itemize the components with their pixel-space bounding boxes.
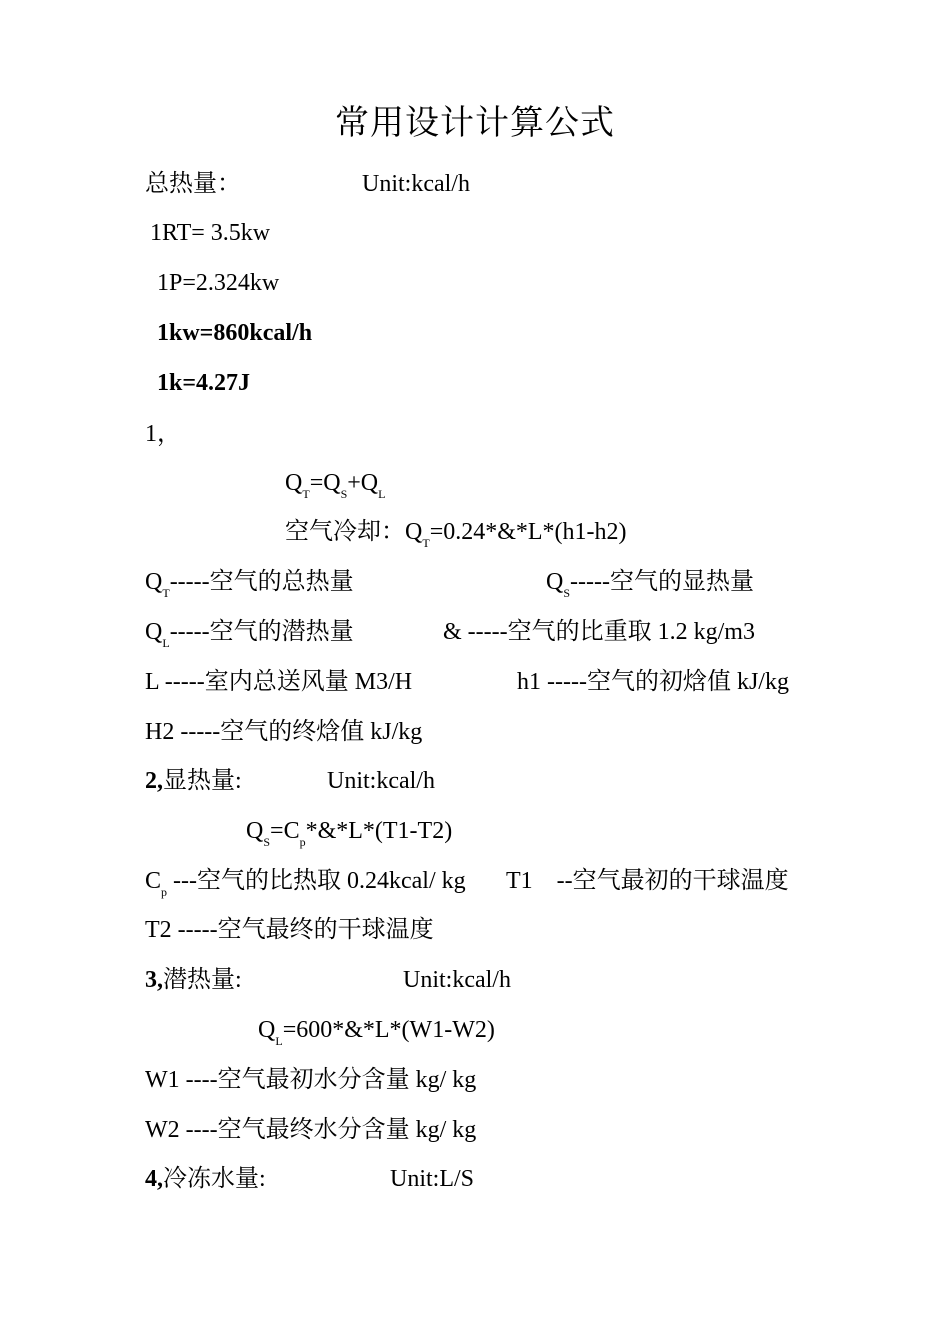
definition-h1: h1 -----空气的初焓值 kJ/kg [517,669,789,695]
def-text: -----空气的潜热量 [169,619,354,645]
section3-heading [145,966,242,994]
def-subscript: S [563,586,571,600]
formula-sensible-heat [246,817,452,848]
conversion-kw: 1kw=860kcal/h [157,320,313,346]
formula-symbol: Q [246,818,264,844]
formula-qt-total [285,469,385,500]
section-title: 显热量: [163,768,242,794]
definition-t2: T2 -----空气最终的干球温度 [145,917,434,943]
formula-subscript: T [422,536,430,550]
section-number: 4, [145,1166,163,1192]
formula-subscript: S [340,487,348,501]
formula-expression: =0.24*&*L*(h1-h2) [429,519,627,545]
page-title: 常用设计计算公式 [335,105,615,142]
formula-symbol: Q [258,1017,276,1043]
def-symbol: Q [145,569,163,595]
section2-unit: Unit:kcal/h [327,768,435,794]
definition-qs [546,568,754,599]
formula-air-cooling [285,518,627,549]
definition-qt [145,568,354,599]
definition-t1: T1 --空气最初的干球温度 [506,868,789,894]
total-heat-unit: Unit:kcal/h [362,171,470,197]
definition-density: & -----空气的比重取 1.2 kg/m3 [443,619,755,645]
formula-latent-heat [258,1016,495,1047]
formula-expression: *&*L*(T1-T2) [305,818,453,844]
section-number: 3, [145,967,163,993]
def-subscript: T [162,586,170,600]
def-subscript: L [162,636,170,650]
section2-heading [145,767,242,795]
def-symbol: Q [145,619,163,645]
total-heat-label: 总热量： [145,171,241,197]
def-symbol: C [145,868,162,894]
formula-symbol: =Q [309,470,341,496]
formula-expression: =600*&*L*(W1-W2) [282,1017,495,1043]
section-title: 冷冻水量: [163,1166,266,1192]
definition-ql [145,618,354,649]
formula-subscript: T [302,487,310,501]
formula-label: 空气冷却：Q [285,519,423,545]
section-number: 2, [145,768,163,794]
def-text: -----空气的显热量 [570,569,754,595]
section3-unit: Unit:kcal/h [403,967,511,993]
formula-subscript: p [299,835,306,849]
formula-subscript: S [263,835,271,849]
definition-h2: H2 -----空气的终焓值 kJ/kg [145,719,423,745]
definition-w2: W2 ----空气最终水分含量 kg/ kg [145,1117,477,1143]
formula-symbol: +Q [347,470,379,496]
definition-w1: W1 ----空气最初水分含量 kg/ kg [145,1067,477,1093]
section1-number: 1， [145,421,181,447]
def-symbol: Q [546,569,564,595]
definition-cp [145,867,466,898]
formula-subscript: L [275,1034,283,1048]
conversion-p: 1P=2.324kw [157,270,280,296]
formula-symbol: =C [270,818,300,844]
formula-symbol: Q [285,470,303,496]
definition-airflow: L -----室内总送风量 M3/H [145,669,413,695]
section4-unit: Unit:L/S [390,1166,475,1192]
conversion-rt: 1RT= 3.5kw [150,220,271,246]
def-subscript: p [161,885,168,899]
section-title: 潜热量: [163,967,242,993]
section4-heading [145,1165,266,1193]
def-text: ---空气的比热取 0.24kcal/ kg [167,868,466,894]
conversion-k: 1k=4.27J [157,370,251,396]
formula-subscript: L [378,487,386,501]
def-text: -----空气的总热量 [169,569,354,595]
